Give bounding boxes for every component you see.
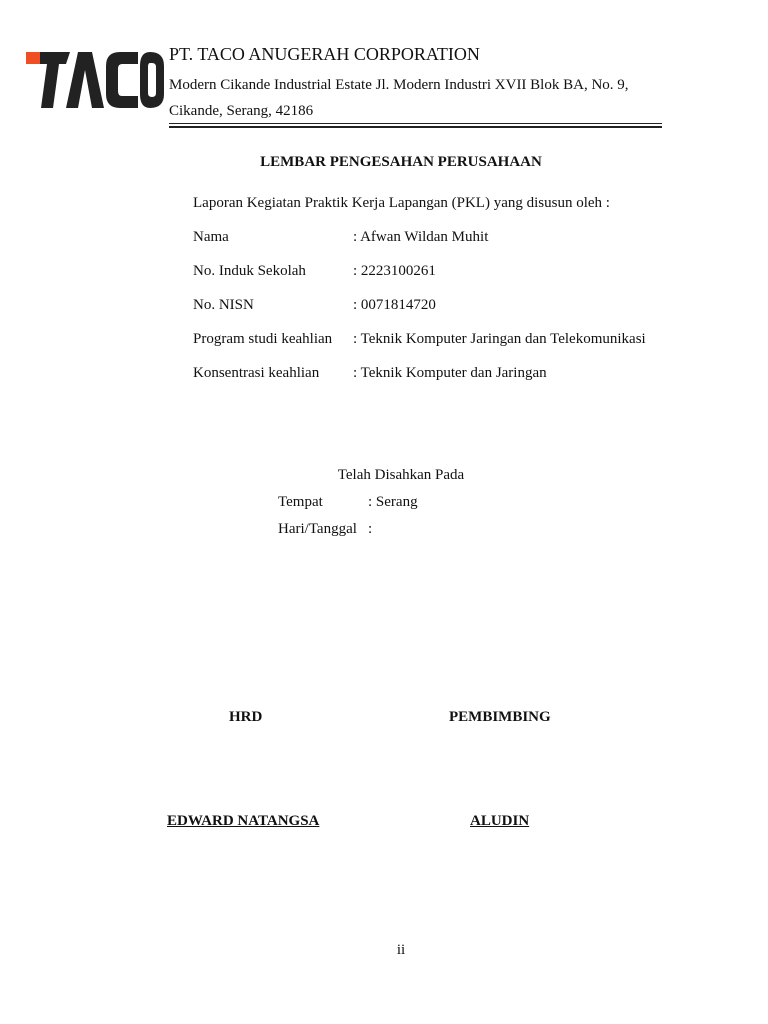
approval-heading: Telah Disahkan Pada [337,467,465,483]
taco-logo [26,52,164,108]
field-value-program: : Teknik Komputer Jaringan dan Telekomunikasi [353,331,646,347]
signature-name-pembimbing: ALUDIN [470,813,530,829]
signature-role-pembimbing: PEMBIMBING [449,709,551,725]
letterhead-divider-thin [169,123,662,124]
field-label-nisn: No. NISN [193,297,254,313]
company-address-line1: Modern Cikande Industrial Estate Jl. Modern Industri XVII Blok BA, No. 9, [169,77,629,93]
company-name: PT. TACO ANUGERAH CORPORATION [169,44,480,64]
field-value-nis: : 2223100261 [353,263,436,279]
approval-value-tanggal: : [368,521,373,537]
company-address-line2: Cikande, Serang, 42186 [169,103,314,119]
approval-label-tempat: Tempat [278,494,323,510]
field-value-nama: : Afwan Wildan Muhit [353,229,489,245]
field-label-program: Program studi keahlian [193,331,333,347]
field-value-konsentrasi: : Teknik Komputer dan Jaringan [353,365,547,381]
approval-label-tanggal: Hari/Tanggal [278,521,357,537]
document-title: LEMBAR PENGESAHAN PERUSAHAAN [260,154,542,170]
page-number: ii [396,942,406,958]
signature-name-hrd: EDWARD NATANGSA [167,813,320,829]
signature-role-hrd: HRD [229,709,263,725]
field-value-nisn: : 0071814720 [353,297,436,313]
field-label-konsentrasi: Konsentrasi keahlian [193,365,320,381]
field-label-nama: Nama [193,229,229,245]
approval-value-tempat: : Serang [368,494,418,510]
field-label-nis: No. Induk Sekolah [193,263,306,279]
letterhead-divider-thick [169,126,662,128]
document-intro: Laporan Kegiatan Praktik Kerja Lapangan (PKL) yang disusun oleh : [193,195,610,211]
